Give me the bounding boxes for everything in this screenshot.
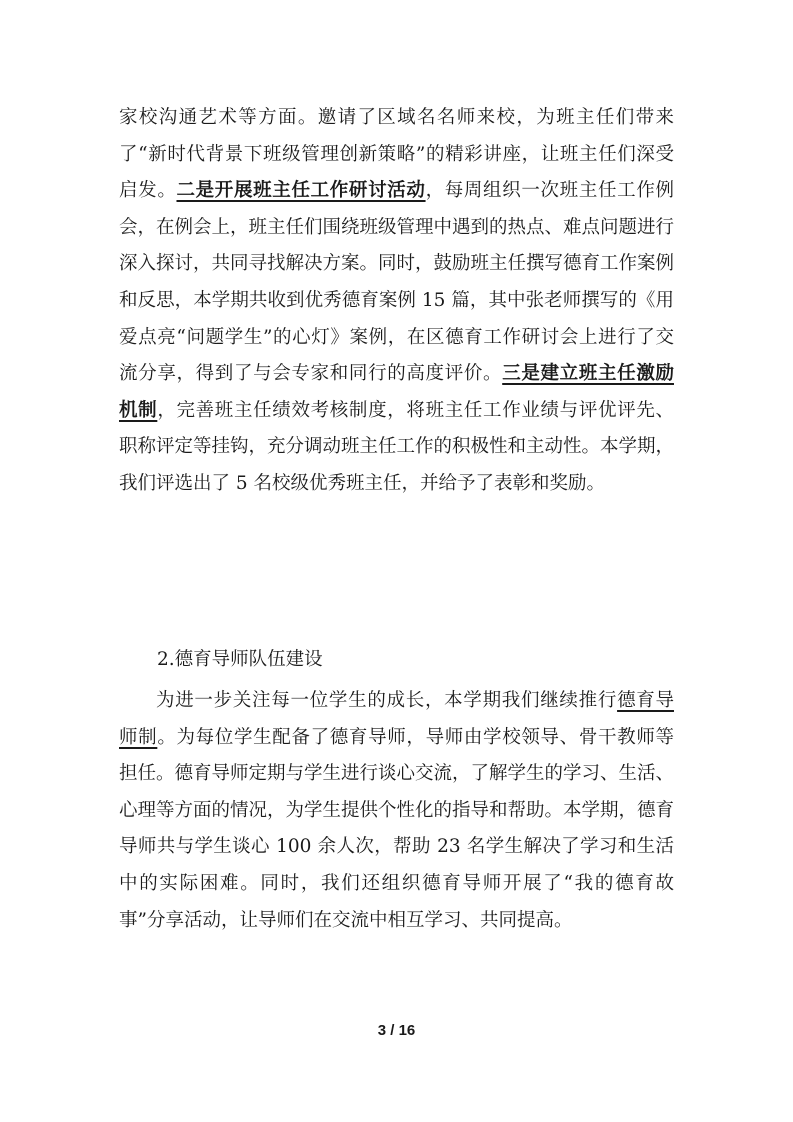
paragraph-text: ，完善班主任绩效考核制度，将班主任工作业绩与评优评先、职称评定等挂钩，充分调动班主任工作的积极性和主动性。本学期，我们评选出了 5 名校级优秀班主任，并给予了表彰和奖励。: [119, 399, 675, 494]
underlined-phrase-seminar: 二是开展班主任工作研讨活动: [176, 180, 426, 202]
paragraph-class-teacher-training: [119, 100, 674, 503]
section-heading: 2.德育导师队伍建设: [157, 649, 323, 670]
underlined-phrase-mentor-system: 德育导师制: [119, 690, 674, 748]
underlined-phrase-incentive: 三是建立班主任激励机制: [119, 363, 674, 421]
paragraph-text: 为进一步关注每一位学生的成长，本学期我们继续推行: [156, 690, 618, 711]
paragraph-moral-mentor: [119, 683, 674, 939]
paragraph-text: 家校沟通艺术等方面。邀请了区域名名师来校，为班主任们带来了“新时代背景下班级管理创新策略”的精彩讲座，让班主任们深受启发。: [119, 107, 674, 202]
paragraph-text: 。为每位学生配备了德育导师，导师由学校领导、骨干教师等担任。德育导师定期与学生进行谈心交流，了解学生的学习、生活、心理等方面的情况，为学生提供个性化的指导和帮助。本学期，德育导师共与学生谈心 100 余人次，帮助 23 名学生解决了学习和生活中的实际困难。同时，我们还组织德育导师开展了“我的德育故事”分享活动，让导师们在交流中相互学习、共同提高。: [119, 726, 675, 931]
page-number: 3 / 16: [377, 1022, 416, 1039]
paragraph-text: ，每周组织一次班主任工作例会，在例会上，班主任们围绕班级管理中遇到的热点、难点问题进行深入探讨，共同寻找解决方案。同时，鼓励班主任撰写德育工作案例和反思，本学期共收到优秀德育案例 15 篇，其中张老师撰写的《用爱点亮“问题学生”的心灯》案例，在区德育工作研讨会上进行了交流分享，得到了与会专家和同行的高度评价。: [119, 180, 675, 385]
